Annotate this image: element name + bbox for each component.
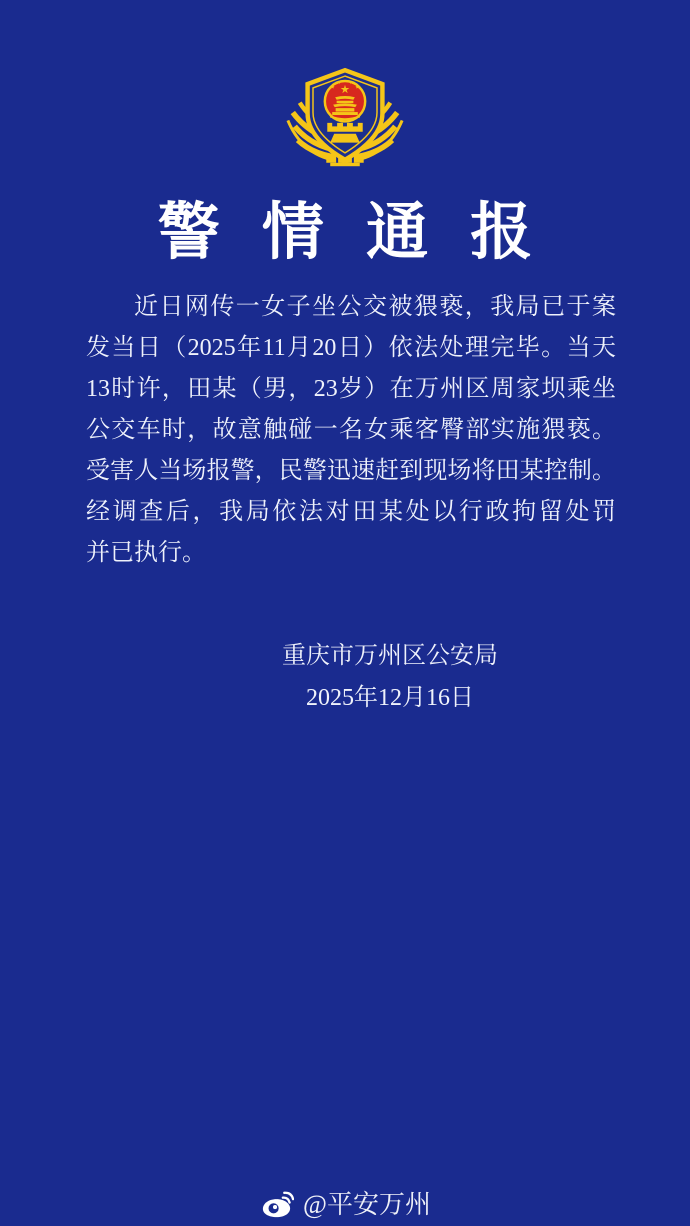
body-line: 发当日（2025年11月20日）依法处理完毕。当天 xyxy=(86,335,616,361)
weibo-icon xyxy=(259,1188,294,1218)
body-line: 近日网传一女子坐公交被猥亵，我局已于案 xyxy=(134,294,616,320)
body-line: 受害人当场报警，民警迅速赶到现场将田某控制。 xyxy=(86,458,616,484)
police-emblem-icon xyxy=(281,64,409,167)
notice-body xyxy=(86,287,616,574)
agency-signature: 重庆市万州区公安局 xyxy=(282,643,498,669)
body-line: 公交车时，故意触碰一名女乘客臀部实施猥亵。 xyxy=(86,417,616,443)
body-line: 并已执行。 xyxy=(86,540,206,566)
notice-date: 2025年12月16日 xyxy=(306,685,474,711)
notice-title: 警情通报 xyxy=(157,199,575,267)
watermark-row xyxy=(0,1184,690,1221)
watermark-handle: @平安万州 xyxy=(303,1190,431,1219)
body-line: 13时许，田某（男，23岁）在万州区周家坝乘坐 xyxy=(86,376,616,402)
body-line: 经调查后，我局依法对田某处以行政拘留处罚 xyxy=(86,499,616,525)
